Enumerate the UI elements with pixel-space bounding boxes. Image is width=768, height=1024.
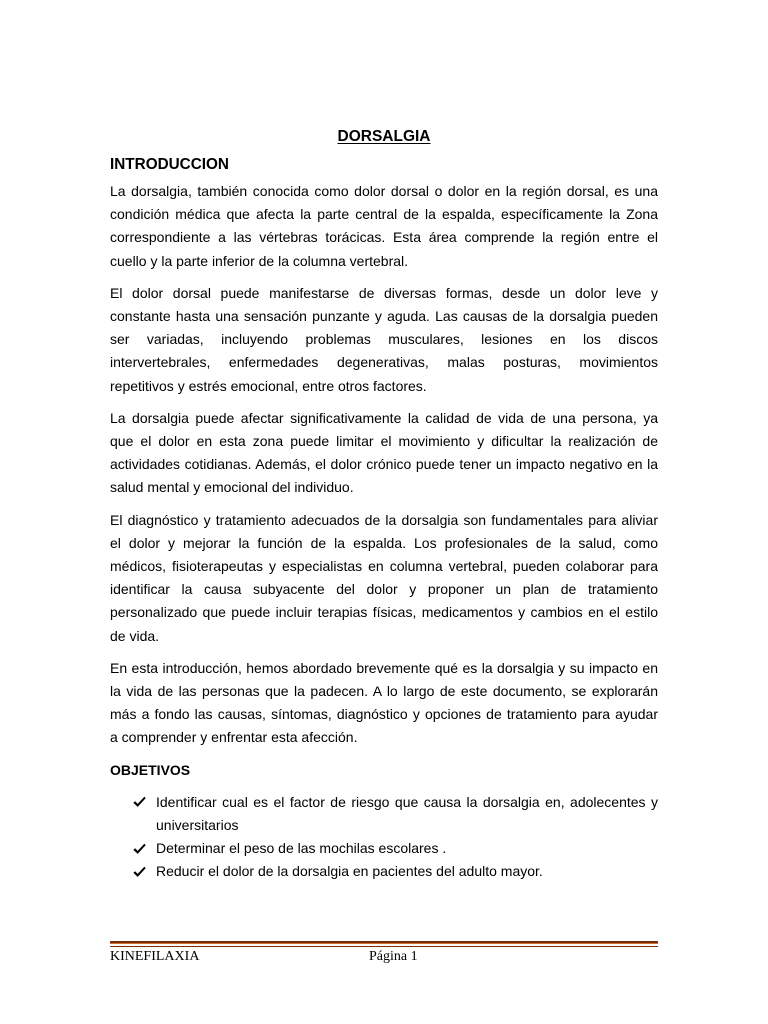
paragraph-line: médicos, fisioterapeutas y especialistas en columna vertebral, pueden colaborar para	[110, 558, 658, 575]
intro-paragraph-2	[110, 282, 658, 398]
intro-paragraph-1	[110, 180, 658, 273]
paragraph-line: La dorsalgia, también conocida como dolor dorsal o dolor en la región dorsal, es una	[110, 183, 658, 199]
paragraph-line: a comprender y enfrentar esta afección.	[110, 729, 358, 746]
paragraph-line: de vida.	[110, 627, 160, 644]
objective-line: Reducir el dolor de la dorsalgia en pacientes del adulto mayor.	[156, 863, 543, 880]
objective-line: Determinar el peso de las mochilas escolares .	[156, 840, 447, 857]
paragraph-line: El diagnóstico y tratamiento adecuados de la dorsalgia son fundamentales para aliviar	[110, 511, 658, 528]
paragraph-line: más a fondo las causas, síntomas, diagnóstico y opciones de tratamiento para ayudar	[110, 706, 658, 723]
paragraph-line: La dorsalgia puede afectar significativamente la calidad de vida de una persona, ya	[110, 409, 658, 426]
objective-line: universitarios	[156, 817, 239, 834]
paragraph-line: condición médica que afecta la parte central de la espalda, específicamente la Zona	[110, 206, 658, 223]
document-title	[110, 127, 658, 147]
objective-line: Identificar cual es el factor de riesgo que causa la dorsalgia en, adolecentes y	[156, 793, 658, 810]
check-mark-icon	[133, 866, 146, 878]
paragraph-line: correspondiente a las vértebras torácicas. Esta área comprende la región entre el	[110, 229, 658, 246]
paragraph-line: actividades cotidianas. Además, el dolor crónico puede tener un impacto negativo en la	[110, 456, 658, 473]
check-mark-icon	[133, 796, 146, 808]
document-title-text: DORSALGIA	[337, 128, 431, 145]
paragraph-line: identificar la causa subyacente del dolor y proponer un plan de tratamiento	[110, 581, 658, 598]
paragraph-line: En esta introducción, hemos abordado brevemente qué es la dorsalgia y su impacto en	[110, 659, 658, 676]
paragraph-line: ser variadas, incluyendo problemas musculares, lesiones en los discos	[110, 331, 658, 348]
objective-item	[110, 791, 658, 837]
introduction-heading: INTRODUCCION	[110, 156, 229, 173]
paragraph-line: la vida de las personas que la padecen. A lo largo de este documento, se explorarán	[110, 683, 658, 700]
paragraph-line: repetitivos y estrés emocional, entre otros factores.	[110, 377, 427, 394]
paragraph-line: intervertebrales, enfermedades degenerativas, malas posturas, movimientos	[110, 354, 658, 371]
paragraph-line: que el dolor en esta zona puede limitar el movimiento y dificultar la realización de	[110, 433, 658, 450]
paragraph-line: cuello y la parte inferior de la columna vertebral.	[110, 252, 409, 269]
paragraph-line: El dolor dorsal puede manifestarse de diversas formas, desde un dolor leve y	[110, 284, 658, 301]
intro-paragraph-4	[110, 509, 658, 648]
objectives-heading: OBJETIVOS	[110, 761, 191, 778]
objective-item	[110, 837, 658, 860]
document-body	[110, 180, 658, 884]
intro-paragraph-3	[110, 407, 658, 500]
footer-rule-thin	[110, 946, 658, 947]
objectives-list	[110, 791, 658, 884]
paragraph-line: personalizado que puede incluir terapias físicas, medicamentos y cambios en el estilo	[110, 604, 658, 621]
footer-left-text: KINEFILAXIA	[110, 949, 200, 964]
objective-item	[110, 860, 658, 883]
intro-paragraph-5	[110, 657, 658, 750]
check-mark-icon	[133, 843, 146, 855]
paragraph-line: el dolor y mejorar la función de la espalda. Los profesionales de la salud, como	[110, 534, 658, 551]
footer-page-number: Página 1	[369, 949, 418, 964]
paragraph-line: salud mental y emocional del individuo.	[110, 479, 354, 496]
paragraph-line: constante hasta una sensación punzante y aguda. Las causas de la dorsalgia pueden	[110, 308, 658, 325]
footer-rule-accent	[110, 943, 658, 944]
